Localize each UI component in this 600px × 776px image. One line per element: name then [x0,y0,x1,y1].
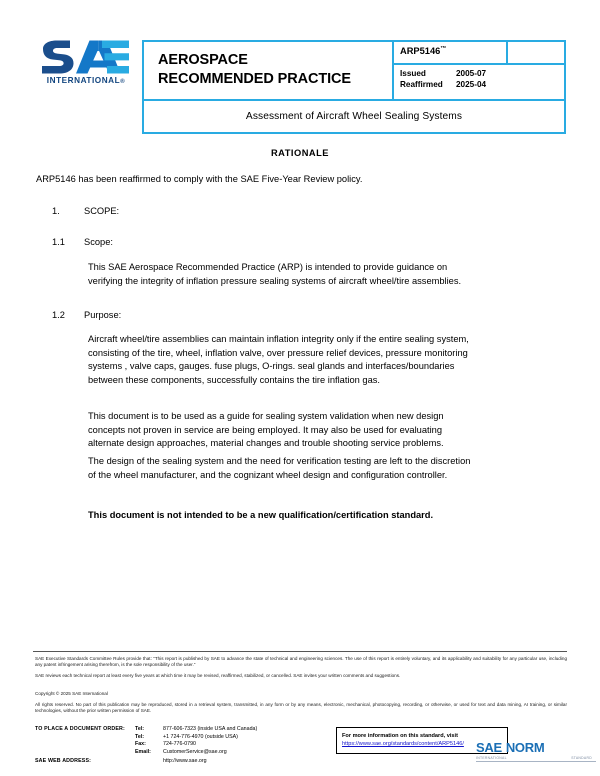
sae-logo [37,40,135,85]
document-number-text: ARP5146 [400,46,441,57]
order-contact-block [35,726,335,766]
contact-value-email[interactable]: CustomerService@sae.org [163,748,227,755]
document-number-row [394,42,564,65]
watermark-sub-left: INTERNATIONAL [476,756,507,760]
contact-label-tel-usa: Tel: [135,726,145,732]
clause-1-number: 1. [52,206,60,216]
clause-1-2-paragraph-4: This document is not intended to be a new qualification/certification standard. [88,510,434,520]
reaffirmed-label: Reaffirmed [400,79,443,89]
header-table-row-title [144,99,564,132]
clause-1-1-body: This SAE Aerospace Recommended Practice (ARP) is intended to provide guidance on verifying the integrity of inflation pressure sealing systems of aircraft wheel/tire assemblies. [88,262,462,286]
clause-1-2-paragraph-3: The design of the sealing system and the need for verification testing are left to the discretion of the wheel manufacturer, and the cognizant wheel design and configuration controller. [88,456,471,480]
contact-label-email: Email: [135,748,151,755]
clause-1-2-title: Purpose: [84,310,122,320]
header-table [142,40,566,134]
watermark-norm-text: NORM [505,740,545,755]
web-label-spacer [135,758,163,766]
sae-logo-mark [37,40,135,74]
document-identity-cell [394,42,564,99]
document-type-line-1: AEROSPACE [158,52,248,68]
contact-value-fax: 724-776-0790 [163,741,196,748]
contact-value-tel-usa: 877-606-7323 (inside USA and Canada) [163,726,258,732]
contact-label-fax: Fax: [135,741,146,748]
contact-value-tel-intl: +1 724-776-4970 (outside USA) [163,733,238,740]
order-row-tel-usa [35,726,335,734]
clause-1-2-heading [52,309,121,323]
order-row-email [35,749,335,757]
order-row-web [35,758,335,766]
footer-divider [33,651,567,652]
order-label-spacer-2 [35,741,135,749]
web-address-value[interactable]: http://www.sae.org [163,758,207,765]
watermark-sub-right: STANDARD [571,756,592,760]
clause-1-title: SCOPE: [84,206,120,216]
clause-1-2-paragraph-1: Aircraft wheel/tire assemblies can maintain inflation integrity only if the entire sealing system, consisting of the tire, wheel, inflation valve, over pressure relief devices, pressure monitoring systems , valve caps, gauges. fuse plugs, O-rings. seal glands and interfaces/boundaries between these components, successfully contains the tire inflation gas. [88,334,469,385]
document-dates-cell [394,65,564,99]
rationale-text: ARP5146 has been reaffirmed to comply with the SAE Five-Year Review policy. [36,174,363,184]
document-title: Assessment of Aircraft Wheel Sealing Systems [245,111,463,122]
reaffirmed-value: 2025-04 [456,79,487,89]
order-label-spacer-3 [35,749,135,757]
order-row-fax [35,741,335,749]
header-table-row-top [144,42,564,99]
standard-content-link[interactable]: https://www.sae.org/standards/content/ARP5146/ [342,741,464,747]
header-blank-cell [508,42,564,63]
contact-label-tel-intl: Tel: [135,733,145,740]
watermark-sae-text: SAE [476,740,502,755]
more-information-box [336,727,508,754]
issued-row [400,69,564,80]
order-row-tel-intl [35,734,335,742]
document-type-cell [144,42,394,99]
document-header [0,0,600,140]
clause-1-heading [52,205,119,219]
issued-label: Issued [400,69,426,78]
watermark-rule [476,761,596,762]
reaffirmed-row [400,80,564,91]
clause-1-1-number: 1.1 [52,237,65,247]
trademark-symbol: ™ [440,46,447,52]
issued-value: 2005-07 [456,69,487,78]
rationale-heading: RATIONALE [270,148,330,158]
legal-notice-review: SAE reviews each technical report at least every five years at which time it may be revised, reaffirmed, stabilized, or cancelled. SAE invites your written comments and suggestions. [35,673,401,678]
watermark-subtext [476,756,596,760]
document-number [394,42,508,63]
more-information-text: For more information on this standard, visit [342,733,458,739]
clause-1-2-paragraph-2: This document is to be used as a guide for sealing system validation when new design concepts not proven in service are being employed. It may also be used for evaluating alternate design approaches, material changes and trouble shooting service problems. [88,411,444,449]
copyright-notice: Copyright © 2025 SAE International [35,691,108,696]
clause-1-1-heading [52,236,113,250]
sae-logo-svg [40,40,132,74]
document-type-line-2: RECOMMENDED PRACTICE [158,71,351,87]
legal-notice-rights: All rights reserved. No part of this publication may be reproduced, stored in a retrieval system, transmitted, in any form or by any means, electronic, mechanical, photocopying, recording, or otherwise, or used for text and data mining, AI training, or similar technologies, without the prior written permission of SAE. [35,702,567,714]
web-address-label: SAE WEB ADDRESS: [35,758,92,765]
clause-1-2-number: 1.2 [52,310,65,320]
sae-logo-wordmark: INTERNATIONAL® [46,76,126,85]
legal-notice-committee-rules: SAE Executive Standards Committee Rules provide that: “This report is published by SAE to advance the state of technical and engineering sciences. The use of this report is entirely voluntary, and its applicability and suitability for any particular use, including any patent infringement arising therefrom, is the sole responsibility of the user.” [35,656,567,668]
clause-1-1-title: Scope: [84,237,113,247]
order-label: TO PLACE A DOCUMENT ORDER: [35,726,125,732]
order-label-spacer [35,734,135,742]
